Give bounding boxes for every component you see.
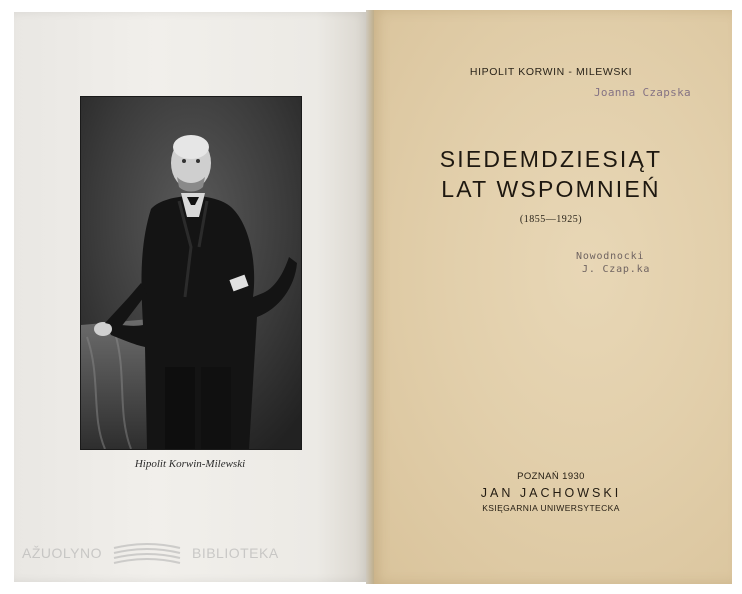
library-watermark <box>22 540 342 566</box>
imprint <box>370 471 732 513</box>
title-line-1: SIEDEMDZIESIĄT <box>439 146 663 172</box>
stamp-line-1: Nowodnocki <box>576 251 645 262</box>
watermark-right-text: BIBLIOTEKA <box>191 545 279 561</box>
portrait-caption: Hipolit Korwin-Milewski <box>134 458 246 470</box>
bookshop-name: KSIĘGARNIA UNIWERSYTECKA <box>482 503 620 513</box>
book-title <box>370 144 732 204</box>
portrait-photo <box>80 96 302 450</box>
year-range: (1855—1925) <box>519 214 583 225</box>
publisher-name: JAN JACHOWSKI <box>480 486 622 500</box>
watermark-left-text: AŽUOLYNO <box>22 545 102 561</box>
title-line-2: LAT WSPOMNIEŃ <box>441 176 661 202</box>
stamp-line-2: J. Czap.ka <box>582 264 651 275</box>
owner-stamp: Joanna Czapska <box>594 86 691 99</box>
library-logo-icon <box>112 542 182 564</box>
library-stamp <box>576 250 650 276</box>
place-year: POZNAŃ 1930 <box>517 471 585 482</box>
author-name: HIPOLIT KORWIN - MILEWSKI <box>469 66 633 78</box>
